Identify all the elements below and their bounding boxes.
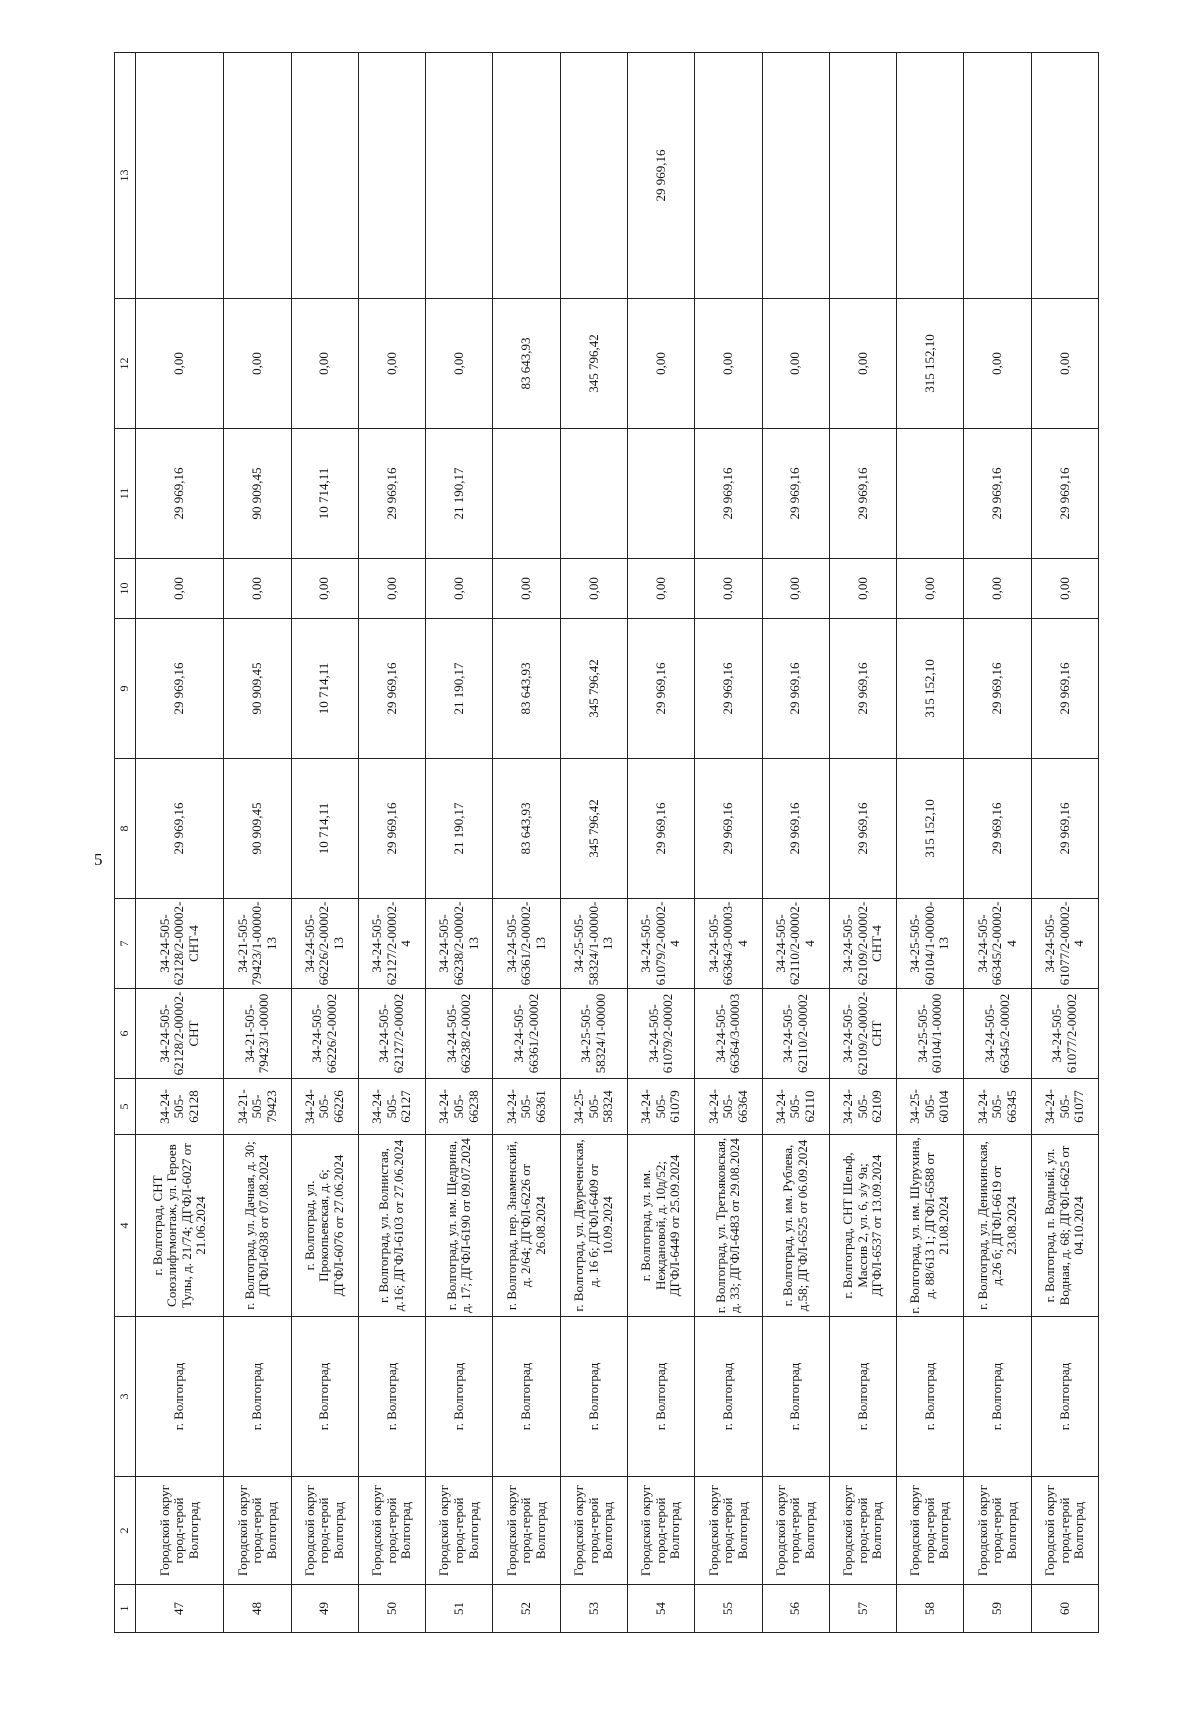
table-cell-col-1: 53 (560, 1585, 627, 1633)
table-cell-col-11 (493, 429, 560, 559)
table-cell-col-4: г. Волгоград, ул. им. Щедрина, д. 17; ДГФЛ-6190 от 09.07.2024 (426, 1135, 493, 1317)
table-cell-col-6: 34-24-505-62128/2-00002-СНТ (136, 989, 224, 1079)
table-cell-col-13: 29 969,16 (627, 53, 694, 299)
table-cell-col-1: 51 (426, 1585, 493, 1633)
table-cell-col-12: 0,00 (358, 299, 425, 429)
table-cell-col-2: Городской округ город-герой Волгоград (493, 1477, 560, 1585)
table-cell-col-10: 0,00 (695, 559, 762, 619)
table-cell-col-1: 49 (291, 1585, 358, 1633)
table-cell-col-11: 29 969,16 (964, 429, 1031, 559)
table-cell-col-8: 315 152,10 (897, 759, 964, 899)
table-body (136, 53, 1099, 1633)
table-cell-col-5: 34-24-505-62127 (358, 1079, 425, 1135)
table-cell-col-11: 29 969,16 (695, 429, 762, 559)
table-cell-col-1: 50 (358, 1585, 425, 1633)
table-cell-col-11: 29 969,16 (1031, 429, 1098, 559)
table-cell-col-3: г. Волгоград (829, 1317, 896, 1477)
header-cell: 12 (115, 299, 136, 429)
table-cell-col-8: 90 909,45 (224, 759, 291, 899)
table-cell-col-13 (829, 53, 896, 299)
table-cell-col-3: г. Волгоград (291, 1317, 358, 1477)
table-cell-col-11: 29 969,16 (358, 429, 425, 559)
table-cell-col-10: 0,00 (493, 559, 560, 619)
table-cell-col-5: 34-24-505-62109 (829, 1079, 896, 1135)
table-cell-col-8: 83 643,93 (493, 759, 560, 899)
table-cell-col-13 (358, 53, 425, 299)
table-cell-col-5: 34-24-505-62128 (136, 1079, 224, 1135)
table-cell-col-4: г. Волгоград, ул. Прокопьевская, д. 6; ДГФЛ-6076 от 27.06.2024 (291, 1135, 358, 1317)
table-cell-col-4: г. Волгоград, ул. им. Неждановой, д. 10д/52; ДГФЛ-6449 от 25.09.2024 (627, 1135, 694, 1317)
table-cell-col-9: 315 152,10 (897, 619, 964, 759)
table-cell-col-6: 34-24-505-62127/2-00002 (358, 989, 425, 1079)
table-cell-col-7: 34-25-505-60104/1-00000-13 (897, 899, 964, 989)
table-row (426, 53, 493, 1633)
table-cell-col-4: г. Волгоград, СНТ Шельф, Массив 2, ул. 6, з/у 9а; ДГФЛ-6537 от 13.09.2024 (829, 1135, 896, 1317)
table-cell-col-1: 54 (627, 1585, 694, 1633)
table-cell-col-7: 34-24-505-66364/3-00003-4 (695, 899, 762, 989)
table-cell-col-2: Городской округ город-герой Волгоград (291, 1477, 358, 1585)
table-cell-col-1: 47 (136, 1585, 224, 1633)
table-cell-col-5: 34-24-505-62110 (762, 1079, 829, 1135)
table-cell-col-8: 29 969,16 (762, 759, 829, 899)
table-cell-col-13 (1031, 53, 1098, 299)
table-row (964, 53, 1031, 1633)
table-cell-col-12: 0,00 (695, 299, 762, 429)
table-cell-col-8: 29 969,16 (627, 759, 694, 899)
table-row (560, 53, 627, 1633)
table-cell-col-11: 29 969,16 (762, 429, 829, 559)
table-cell-col-12: 0,00 (829, 299, 896, 429)
table-cell-col-3: г. Волгоград (224, 1317, 291, 1477)
table-cell-col-5: 34-24-505-66238 (426, 1079, 493, 1135)
table-cell-col-10: 0,00 (426, 559, 493, 619)
table-cell-col-5: 34-24-505-66345 (964, 1079, 1031, 1135)
table-cell-col-8: 21 190,17 (426, 759, 493, 899)
table-cell-col-10: 0,00 (829, 559, 896, 619)
table-cell-col-6: 34-24-505-61077/2-00002 (1031, 989, 1098, 1079)
page-number: 5 (94, 850, 103, 869)
table-row (358, 53, 425, 1633)
table-cell-col-10: 0,00 (291, 559, 358, 619)
table-cell-col-12: 0,00 (627, 299, 694, 429)
table-cell-col-4: г. Волгоград, ул. им. Шурухина, д. 88/613 1; ДГФЛ-6588 от 21.08.2024 (897, 1135, 964, 1317)
table-cell-col-9: 10 714,11 (291, 619, 358, 759)
table-cell-col-3: г. Волгоград (964, 1317, 1031, 1477)
table-row (1031, 53, 1098, 1633)
table-cell-col-12: 345 796,42 (560, 299, 627, 429)
table-cell-col-7: 34-25-505-58324/1-00000-13 (560, 899, 627, 989)
table-cell-col-4: г. Волгоград, ул. Волнистая, д.16; ДГФЛ-6103 от 27.06.2024 (358, 1135, 425, 1317)
table-cell-col-3: г. Волгоград (560, 1317, 627, 1477)
table-cell-col-13 (560, 53, 627, 299)
table-cell-col-7: 34-24-505-62109/2-00002-СНТ-4 (829, 899, 896, 989)
table-cell-col-5: 34-25-505-60104 (897, 1079, 964, 1135)
header-cell: 10 (115, 559, 136, 619)
table-cell-col-8: 345 796,42 (560, 759, 627, 899)
table-cell-col-12: 0,00 (224, 299, 291, 429)
table-cell-col-1: 58 (897, 1585, 964, 1633)
table-cell-col-10: 0,00 (358, 559, 425, 619)
table-cell-col-11: 10 714,11 (291, 429, 358, 559)
table-cell-col-9: 29 969,16 (136, 619, 224, 759)
header-cell: 6 (115, 989, 136, 1079)
table-cell-col-8: 29 969,16 (829, 759, 896, 899)
table-cell-col-13 (136, 53, 224, 299)
table-cell-col-9: 29 969,16 (762, 619, 829, 759)
table-cell-col-5: 34-25-505-58324 (560, 1079, 627, 1135)
table-cell-col-9: 29 969,16 (829, 619, 896, 759)
table-cell-col-3: г. Волгоград (762, 1317, 829, 1477)
table-cell-col-1: 52 (493, 1585, 560, 1633)
table-cell-col-2: Городской округ город-герой Волгоград (358, 1477, 425, 1585)
table-cell-col-9: 29 969,16 (695, 619, 762, 759)
table-cell-col-7: 34-24-505-62128/2-00002-СНТ-4 (136, 899, 224, 989)
table-cell-col-8: 29 969,16 (964, 759, 1031, 899)
table-cell-col-10: 0,00 (964, 559, 1031, 619)
table-cell-col-10: 0,00 (897, 559, 964, 619)
table-cell-col-7: 34-24-505-62127/2-00002-4 (358, 899, 425, 989)
table-row (829, 53, 896, 1633)
table-cell-col-12: 0,00 (426, 299, 493, 429)
table-cell-col-5: 34-24-505-66361 (493, 1079, 560, 1135)
table-cell-col-2: Городской округ город-герой Волгоград (224, 1477, 291, 1585)
header-cell: 5 (115, 1079, 136, 1135)
table-row (291, 53, 358, 1633)
header-cell: 13 (115, 53, 136, 299)
table-cell-col-2: Городской округ город-герой Волгоград (829, 1477, 896, 1585)
table-cell-col-5: 34-24-505-61077 (1031, 1079, 1098, 1135)
table-cell-col-6: 34-24-505-61079/2-00002 (627, 989, 694, 1079)
header-cell: 2 (115, 1477, 136, 1585)
table-cell-col-11: 90 909,45 (224, 429, 291, 559)
table-cell-col-1: 60 (1031, 1585, 1098, 1633)
header-cell: 1 (115, 1585, 136, 1633)
table-cell-col-13 (426, 53, 493, 299)
table-cell-col-7: 34-24-505-66345/2-00002-4 (964, 899, 1031, 989)
table-cell-col-5: 34-24-505-61079 (627, 1079, 694, 1135)
table-cell-col-1: 57 (829, 1585, 896, 1633)
table-cell-col-2: Городской округ город-герой Волгоград (964, 1477, 1031, 1585)
table-cell-col-4: г. Волгоград, ул. Деникинская, д.26 б; ДГФЛ-6619 от 23.08.2024 (964, 1135, 1031, 1317)
table-cell-col-10: 0,00 (627, 559, 694, 619)
table-row (224, 53, 291, 1633)
table-row (897, 53, 964, 1633)
table-cell-col-11 (560, 429, 627, 559)
table-cell-col-9: 345 796,42 (560, 619, 627, 759)
table-cell-col-13 (695, 53, 762, 299)
table-cell-col-7: 34-24-505-61079/2-00002-4 (627, 899, 694, 989)
table-cell-col-13 (224, 53, 291, 299)
table-cell-col-2: Городской округ город-герой Волгоград (897, 1477, 964, 1585)
table-cell-col-7: 34-24-505-66238/2-00002-13 (426, 899, 493, 989)
header-cell: 7 (115, 899, 136, 989)
table-cell-col-8: 29 969,16 (358, 759, 425, 899)
table-cell-col-13 (897, 53, 964, 299)
table-cell-col-6: 34-24-505-62110/2-00002 (762, 989, 829, 1079)
table-cell-col-3: г. Волгоград (897, 1317, 964, 1477)
table-cell-col-4: г. Волгоград, ул. им. Рублева, д.58; ДГФЛ-6525 от 06.09.2024 (762, 1135, 829, 1317)
table-cell-col-6: 34-25-505-60104/1-00000 (897, 989, 964, 1079)
table-cell-col-5: 34-24-505-66364 (695, 1079, 762, 1135)
header-cell: 3 (115, 1317, 136, 1477)
table-cell-col-9: 29 969,16 (964, 619, 1031, 759)
header-cell: 11 (115, 429, 136, 559)
table-cell-col-9: 83 643,93 (493, 619, 560, 759)
table-cell-col-3: г. Волгоград (695, 1317, 762, 1477)
table-cell-col-4: г. Волгоград, пер. Знаменский, д. 2/64; ДГФЛ-6226 от 26.08.2024 (493, 1135, 560, 1317)
table-cell-col-9: 29 969,16 (358, 619, 425, 759)
table-cell-col-6: 34-24-505-66361/2-00002 (493, 989, 560, 1079)
table-cell-col-7: 34-24-505-61077/2-00002-4 (1031, 899, 1098, 989)
table-cell-col-11 (897, 429, 964, 559)
rotated-table-container (114, 53, 1099, 1633)
table-cell-col-3: г. Волгоград (627, 1317, 694, 1477)
table-cell-col-2: Городской округ город-герой Волгоград (136, 1477, 224, 1585)
table-cell-col-13 (291, 53, 358, 299)
table-cell-col-6: 34-21-505-79423/1-00000 (224, 989, 291, 1079)
table-cell-col-7: 34-24-505-62110/2-00002-4 (762, 899, 829, 989)
table-cell-col-8: 29 969,16 (1031, 759, 1098, 899)
table-row (695, 53, 762, 1633)
table-cell-col-2: Городской округ город-герой Волгоград (762, 1477, 829, 1585)
table-cell-col-3: г. Волгоград (1031, 1317, 1098, 1477)
table-cell-col-12: 0,00 (1031, 299, 1098, 429)
table-cell-col-12: 83 643,93 (493, 299, 560, 429)
table-cell-col-9: 29 969,16 (1031, 619, 1098, 759)
table-cell-col-13 (964, 53, 1031, 299)
table-cell-col-13 (762, 53, 829, 299)
table-cell-col-6: 34-25-505-58324/1-00000 (560, 989, 627, 1079)
table-cell-col-3: г. Волгоград (426, 1317, 493, 1477)
table-cell-col-1: 56 (762, 1585, 829, 1633)
data-table (114, 52, 1099, 1633)
table-cell-col-8: 10 714,11 (291, 759, 358, 899)
table-cell-col-9: 21 190,17 (426, 619, 493, 759)
header-cell: 8 (115, 759, 136, 899)
header-cell: 4 (115, 1135, 136, 1317)
table-cell-col-5: 34-24-505-66226 (291, 1079, 358, 1135)
table-cell-col-9: 29 969,16 (627, 619, 694, 759)
table-row (493, 53, 560, 1633)
table-cell-col-6: 34-24-505-66345/2-00002 (964, 989, 1031, 1079)
table-cell-col-7: 34-21-505-79423/1-00000-13 (224, 899, 291, 989)
table-cell-col-11: 29 969,16 (136, 429, 224, 559)
table-cell-col-4: г. Волгоград, ул. Третьяковская, д. 33; ДГФЛ-6483 от 29.08.2024 (695, 1135, 762, 1317)
table-cell-col-4: г. Волгоград, ул. Дачная, д. 30; ДГФЛ-6038 от 07.08.2024 (224, 1135, 291, 1317)
table-cell-col-3: г. Волгоград (493, 1317, 560, 1477)
table-cell-col-12: 315 152,10 (897, 299, 964, 429)
header-cell: 9 (115, 619, 136, 759)
table-cell-col-10: 0,00 (560, 559, 627, 619)
table-cell-col-12: 0,00 (136, 299, 224, 429)
table-cell-col-7: 34-24-505-66226/2-00002-13 (291, 899, 358, 989)
table-cell-col-7: 34-24-505-66361/2-00002-13 (493, 899, 560, 989)
table-cell-col-3: г. Волгоград (358, 1317, 425, 1477)
table-cell-col-12: 0,00 (291, 299, 358, 429)
table-cell-col-2: Городской округ город-герой Волгоград (426, 1477, 493, 1585)
table-cell-col-8: 29 969,16 (695, 759, 762, 899)
table-cell-col-2: Городской округ город-герой Волгоград (1031, 1477, 1098, 1585)
table-row (136, 53, 224, 1633)
table-cell-col-11: 21 190,17 (426, 429, 493, 559)
table-cell-col-13 (493, 53, 560, 299)
table-row (627, 53, 694, 1633)
table-cell-col-10: 0,00 (136, 559, 224, 619)
table-cell-col-12: 0,00 (964, 299, 1031, 429)
table-cell-col-1: 55 (695, 1585, 762, 1633)
table-cell-col-10: 0,00 (224, 559, 291, 619)
table-cell-col-10: 0,00 (762, 559, 829, 619)
table-cell-col-1: 48 (224, 1585, 291, 1633)
table-cell-col-9: 90 909,45 (224, 619, 291, 759)
table-cell-col-11: 29 969,16 (829, 429, 896, 559)
table-cell-col-12: 0,00 (762, 299, 829, 429)
table-cell-col-11 (627, 429, 694, 559)
table-cell-col-4: г. Волгоград, ул. Двуреченская, д. 16 б; ДГФЛ-6409 от 10.09.2024 (560, 1135, 627, 1317)
table-cell-col-5: 34-21-505-79423 (224, 1079, 291, 1135)
table-cell-col-8: 29 969,16 (136, 759, 224, 899)
table-row (762, 53, 829, 1633)
table-cell-col-6: 34-24-505-66238/2-00002 (426, 989, 493, 1079)
table-cell-col-3: г. Волгоград (136, 1317, 224, 1477)
table-cell-col-10: 0,00 (1031, 559, 1098, 619)
table-cell-col-1: 59 (964, 1585, 1031, 1633)
table-cell-col-4: г. Волгоград, СНТ Союзлифтмонтаж, ул. Героев Тулы, д. 21/74; ДГФЛ-6027 от 21.06.2024 (136, 1135, 224, 1317)
table-cell-col-4: г. Волгоград, п. Водный, ул. Водная, д. 68; ДГФЛ-6625 от 04.10.2024 (1031, 1135, 1098, 1317)
table-cell-col-2: Городской округ город-герой Волгоград (627, 1477, 694, 1585)
table-cell-col-2: Городской округ город-герой Волгоград (695, 1477, 762, 1585)
header-row (115, 53, 136, 1633)
table-cell-col-6: 34-24-505-62109/2-00002-СНТ (829, 989, 896, 1079)
table-cell-col-2: Городской округ город-герой Волгоград (560, 1477, 627, 1585)
table-cell-col-6: 34-24-505-66364/3-00003 (695, 989, 762, 1079)
table-cell-col-6: 34-24-505-66226/2-00002 (291, 989, 358, 1079)
